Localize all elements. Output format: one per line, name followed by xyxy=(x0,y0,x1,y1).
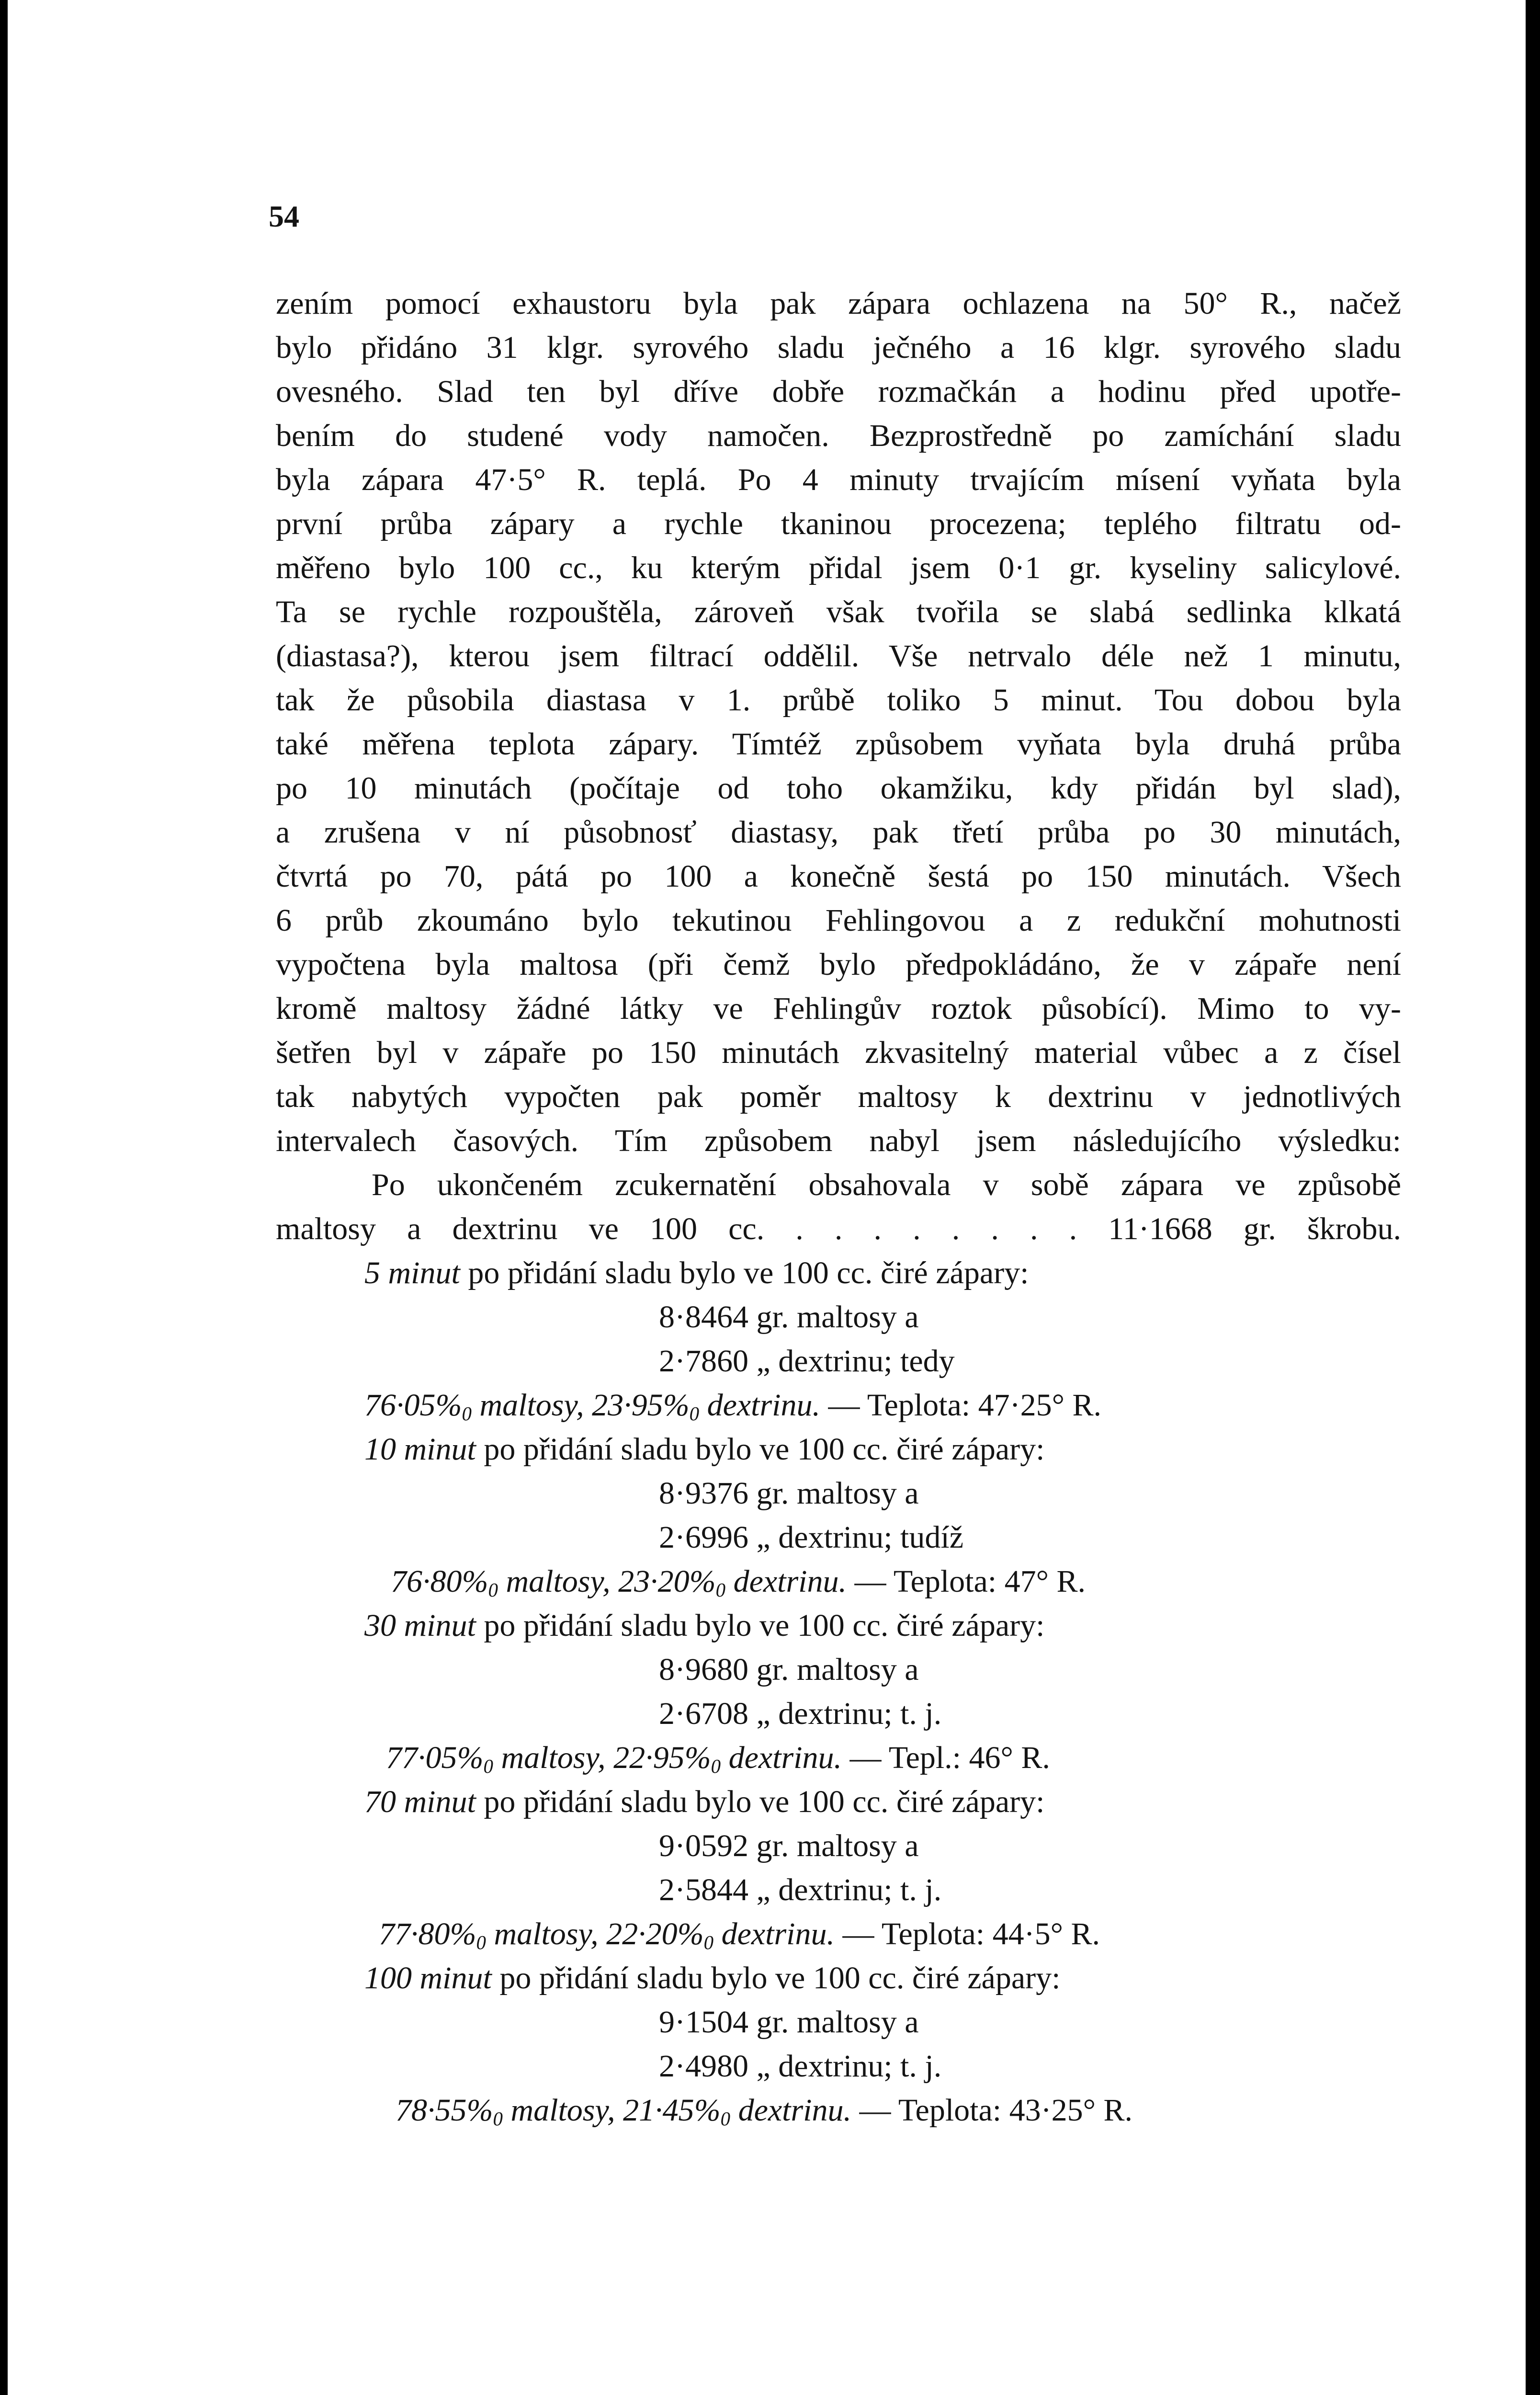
result-percentages xyxy=(276,2088,1401,2133)
temperature-label: — Teplota: xyxy=(854,1564,997,1599)
result-block xyxy=(276,1251,1401,1427)
temperature-value: 47·25° R. xyxy=(978,1388,1102,1423)
maltose-amount: 9·1504 gr. maltosy a xyxy=(659,2005,919,2040)
text-line: ovesného. Slad ten byl dříve dobře rozmačkán a hodinu před upotře- xyxy=(276,374,1401,409)
dextrin-percent: $21\cdot 45\%_0$ dextrinu. xyxy=(623,2093,852,2130)
result-block xyxy=(276,1604,1401,1780)
maltose-amount: 8·9376 gr. maltosy a xyxy=(659,1476,919,1511)
paragraph-2 xyxy=(276,1163,1401,1251)
text-line: čtvrtá po 70, pátá po 100 a konečně šestá po 150 minutách. Všech xyxy=(276,859,1401,894)
maltose-percent: $76\cdot 05\%_0$ maltosy, xyxy=(364,1388,584,1425)
dextrin-percent: $23\cdot 20\%_0$ dextrinu. xyxy=(618,1564,847,1601)
temperature-label: — Teplota: xyxy=(842,1916,985,1951)
maltose-percent: $77\cdot 80\%_0$ maltosy, xyxy=(379,1916,599,1954)
text-line: tak nabytých vypočten pak poměr maltosy k dextrinu v jednotlivých xyxy=(276,1079,1401,1114)
percent-sign: % xyxy=(684,1740,711,1775)
temperature-label: — Teplota: xyxy=(859,2093,1002,2128)
result-header xyxy=(276,1427,1401,1471)
text-line: (diastasa?), kterou jsem filtrací oddělil. Vše netrvalo déle než 1 minutu, xyxy=(276,639,1401,673)
result-percentages xyxy=(276,1736,1401,1780)
maltose-percent: $77\cdot 05\%_0$ maltosy, xyxy=(386,1740,606,1778)
result-time: 5 minut xyxy=(364,1255,460,1290)
result-block xyxy=(276,1956,1401,2133)
dextrin-percent: $23\cdot 95\%_0$ dextrinu. xyxy=(592,1388,821,1425)
dextrin-percent: $22\cdot 95\%_0$ dextrinu. xyxy=(613,1740,842,1778)
percent-sign: % xyxy=(450,1916,476,1951)
result-time: 100 minut xyxy=(364,1961,492,1996)
result-header xyxy=(276,1780,1401,1824)
text-line: po 10 minutách (počítaje od toho okamžiku, kdy přidán byl slad), xyxy=(276,771,1401,806)
dextrin-amount: 2·6996 „ dextrinu; tudíž xyxy=(659,1520,964,1555)
maltose-amount: 8·9680 gr. maltosy a xyxy=(659,1652,919,1687)
result-time: 30 minut xyxy=(364,1608,476,1643)
result-block xyxy=(276,1427,1401,1604)
text-line: byla zápara 47·5° R. teplá. Po 4 minuty trvajícím mísení vyňata byla xyxy=(276,462,1401,497)
results-list xyxy=(276,1251,1401,2133)
percent-sign: % xyxy=(435,1388,462,1423)
text-line: první průba zápary a rychle tkaninou procezena; teplého filtratu od- xyxy=(276,506,1401,541)
text-line: bením do studené vody namočen. Bezprostředně po zamíchání sladu xyxy=(276,418,1401,453)
dextrin-amount: 2·5844 „ dextrinu; t. j. xyxy=(659,1872,942,1907)
result-header-rest: po přidání sladu bylo ve 100 cc. čiré zápary: xyxy=(484,1608,1045,1643)
book-page xyxy=(8,0,1526,2395)
temperature-value: 46° R. xyxy=(969,1740,1050,1775)
page-number: 54 xyxy=(269,199,299,233)
percent-sign: % xyxy=(689,1564,716,1599)
dextrin-amount: 2·7860 „ dextrinu; tedy xyxy=(659,1344,955,1379)
dextrin-amount: 2·6708 „ dextrinu; t. j. xyxy=(659,1696,942,1731)
result-percentages xyxy=(276,1383,1401,1427)
text-line: Po ukončeném zcukernatění obsahovala v sobě zápara ve způsobě xyxy=(372,1167,1401,1202)
result-header-rest: po přidání sladu bylo ve 100 cc. čiré zápary: xyxy=(484,1432,1045,1467)
result-header xyxy=(276,1956,1401,2000)
percent-sign: % xyxy=(457,1740,484,1775)
paragraph-1 xyxy=(276,282,1401,1163)
percent-sign: % xyxy=(677,1916,704,1951)
text-line: vypočtena byla maltosa (při čemž bylo předpokládáno, že v zápaře není xyxy=(276,947,1401,982)
result-time: 10 minut xyxy=(364,1432,476,1467)
text-line: intervalech časových. Tím způsobem nabyl jsem následujícího výsledku: xyxy=(276,1123,1401,1158)
maltose-amount: 8·8464 gr. maltosy a xyxy=(659,1300,919,1334)
maltose-percent: $76\cdot 80\%_0$ maltosy, xyxy=(391,1564,611,1601)
temperature-label: — Teplota: xyxy=(828,1388,971,1423)
text-line: Ta se rychle rozpouštěla, zároveň však tvořila se slabá sedlinka klkatá xyxy=(276,594,1401,629)
page-body xyxy=(276,282,1401,2133)
temperature-label: — Tepl.: xyxy=(849,1740,961,1775)
percent-sign: % xyxy=(462,1564,488,1599)
percent-sign: % xyxy=(694,2093,721,2128)
result-header-rest: po přidání sladu bylo ve 100 cc. čiré zápary: xyxy=(499,1961,1061,1996)
percent-sign: % xyxy=(466,2093,493,2128)
text-line: tak že působila diastasa v 1. průbě toliko 5 minut. Tou dobou byla xyxy=(276,683,1401,718)
result-header-rest: po přidání sladu bylo ve 100 cc. čiré zápary: xyxy=(468,1255,1029,1290)
text-line: šetřen byl v zápaře po 150 minutách zkvasitelný material vůbec a z čísel xyxy=(276,1035,1401,1070)
maltose-amount: 9·0592 gr. maltosy a xyxy=(659,1828,919,1863)
text-line: 6 průb zkoumáno bylo tekutinou Fehlingovou a z redukční mohutnosti xyxy=(276,903,1401,938)
temperature-value: 47° R. xyxy=(1004,1564,1086,1599)
text-line: maltosy a dextrinu ve 100 cc. . . . . . . . . 11·1668 gr. škrobu. xyxy=(276,1211,1401,1246)
maltose-percent: $78\cdot 55\%_0$ maltosy, xyxy=(396,2093,615,2130)
temperature-value: 43·25° R. xyxy=(1009,2093,1133,2128)
text-line: zením pomocí exhaustoru byla pak zápara ochlazena na 50° R., načež xyxy=(276,286,1401,321)
text-line: a zrušena v ní působnosť diastasy, pak třetí průba po 30 minutách, xyxy=(276,815,1401,850)
dextrin-amount: 2·4980 „ dextrinu; t. j. xyxy=(659,2049,942,2084)
text-line: bylo přidáno 31 klgr. syrového sladu ječného a 16 klgr. syrového sladu xyxy=(276,330,1401,365)
result-block xyxy=(276,1780,1401,1956)
result-header xyxy=(276,1604,1401,1648)
text-line: kromě maltosy žádné látky ve Fehlingův roztok působící). Mimo to vy- xyxy=(276,991,1401,1026)
result-percentages xyxy=(276,1912,1401,1956)
text-line: měřeno bylo 100 cc., ku kterým přidal jsem 0·1 gr. kyseliny salicylové. xyxy=(276,550,1401,585)
text-line: také měřena teplota zápary. Tímtéž způsobem vyňata byla druhá průba xyxy=(276,727,1401,762)
result-percentages xyxy=(276,1560,1401,1604)
result-time: 70 minut xyxy=(364,1784,476,1819)
result-header xyxy=(276,1251,1401,1295)
dextrin-percent: $22\cdot 20\%_0$ dextrinu. xyxy=(606,1916,835,1954)
result-header-rest: po přidání sladu bylo ve 100 cc. čiré zápary: xyxy=(484,1784,1045,1819)
temperature-value: 44·5° R. xyxy=(992,1916,1100,1951)
percent-sign: % xyxy=(663,1388,690,1423)
